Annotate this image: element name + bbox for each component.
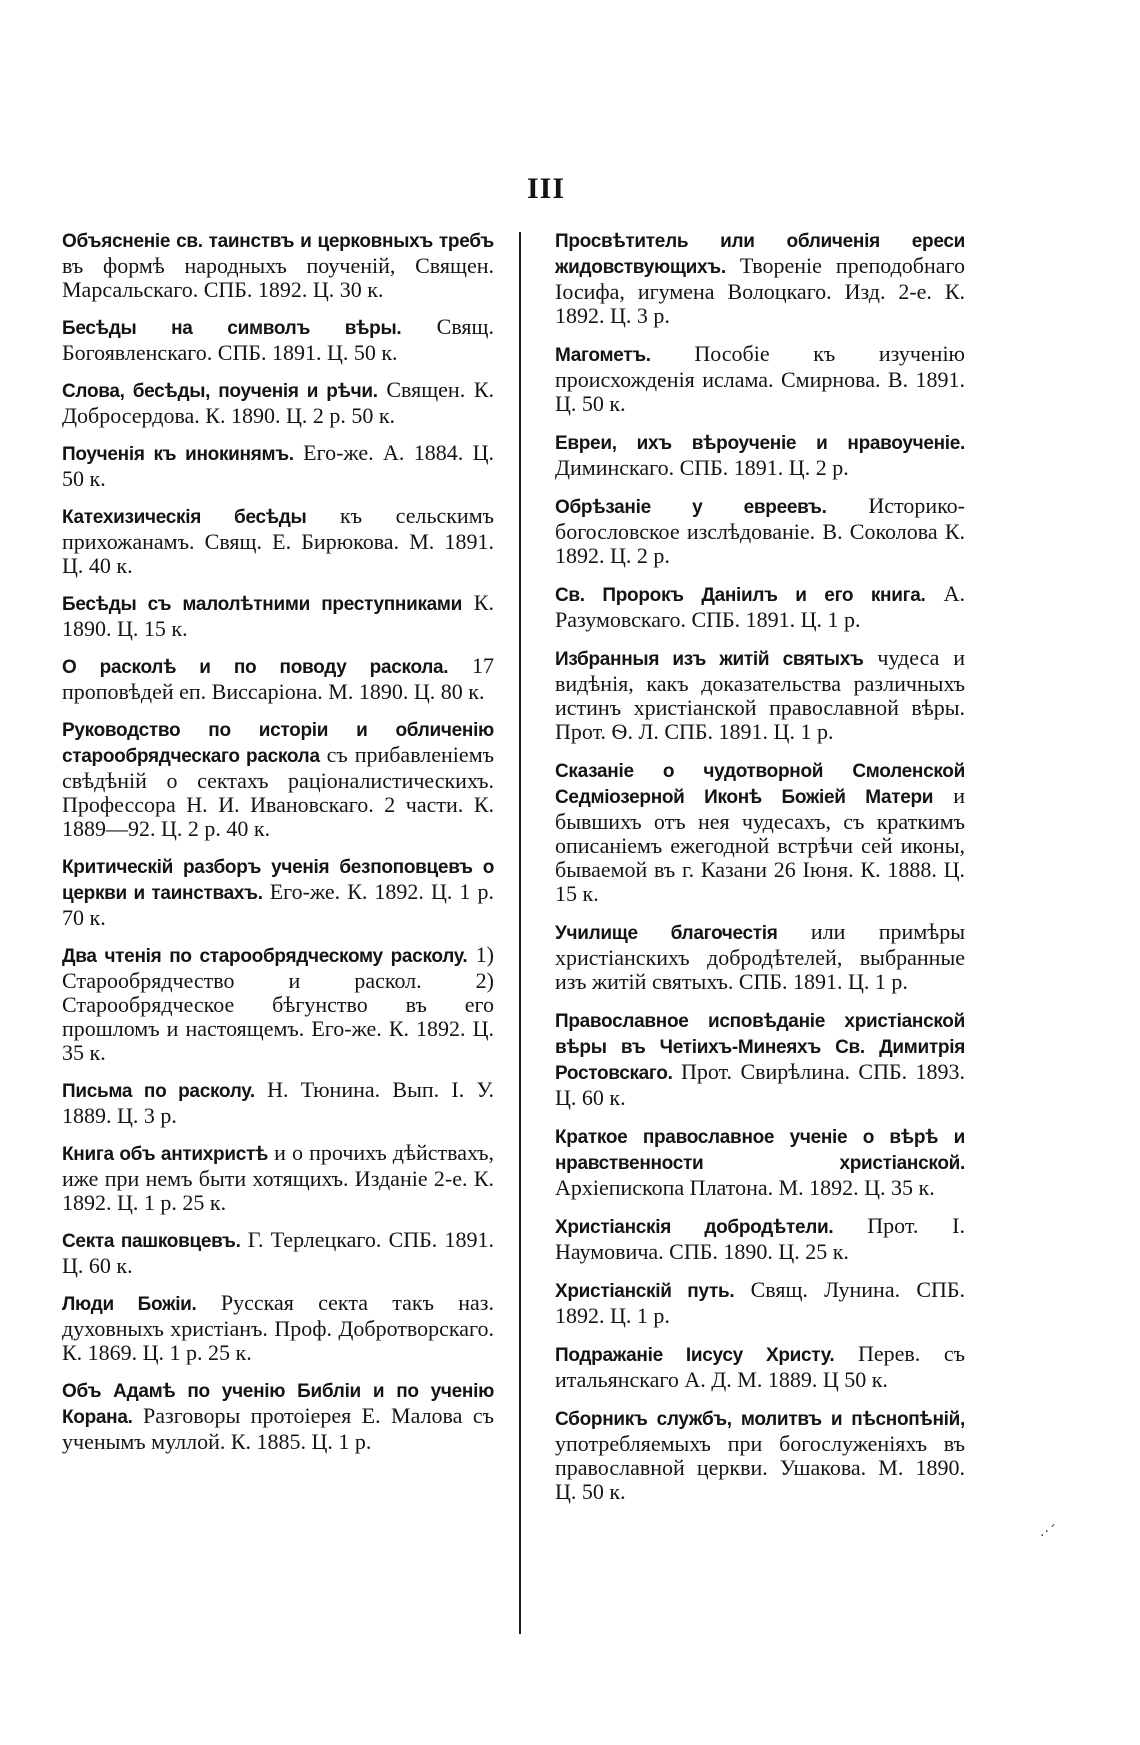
entry-text: Свящ. Богоявленскаго. СПБ. 1891. Ц. 50 к. — [62, 314, 494, 365]
entry-title: Секта пашковцевъ. — [62, 1231, 241, 1252]
catalog-entry — [555, 430, 965, 480]
catalog-entry — [62, 1228, 494, 1278]
catalog-entry — [62, 717, 494, 841]
entry-title: Избранныя изъ житій святыхъ — [555, 649, 864, 670]
entry-title: Объ Адамѣ по ученію Библіи и по ученію Корана. — [62, 1381, 494, 1428]
entry-text: къ сельскимъ прихожанамъ. Свящ. Е. Бирюкова. М. 1891. Ц. 40 к. — [62, 503, 494, 578]
entry-text: и о прочихъ дѣйствахъ, иже при немъ быти хотящихъ. Изданіе 2-е. К. 1892. Ц. 1 р. 25 к. — [62, 1140, 494, 1215]
catalog-entry — [62, 1378, 494, 1454]
entry-text: Русская секта такъ наз. духовныхъ христіанъ. Проф. Добротворскаго. К. 1869. Ц. 1 р. 25 к. — [62, 1290, 494, 1365]
entry-text: и бывшихъ отъ нея чудесахъ, съ краткимъ описаніемъ ежегодной встрѣчи сей иконы, бываемой въ г. Казани 26 Іюня. К. 1888. Ц. 15 к. — [555, 783, 966, 906]
entry-text: или примѣры христіанскихъ добродѣтелей, выбранные изъ житій святыхъ. СПБ. 1891. Ц. 1 р. — [555, 919, 965, 994]
catalog-entry — [62, 504, 494, 578]
entry-text: Его-же. А. 1884. Ц. 50 к. — [62, 440, 494, 491]
catalog-entry — [555, 758, 965, 906]
entry-title: Подражаніе Іисусу Христу. — [555, 1345, 835, 1366]
catalog-entry — [555, 1214, 965, 1264]
entry-text: Свящ. Лунина. СПБ. 1892. Ц. 1 р. — [555, 1277, 966, 1328]
entry-title: Поученія къ инокинямъ. — [62, 444, 294, 465]
catalog-entry — [62, 1141, 494, 1215]
catalog-entry — [555, 1342, 965, 1392]
catalog-entry — [62, 654, 494, 704]
entry-title: Евреи, ихъ вѣроученіе и нравоученіе. — [555, 433, 965, 454]
entry-title: Магометъ. — [555, 345, 651, 366]
catalog-entry — [555, 494, 965, 568]
column-divider — [519, 232, 521, 1634]
catalog-entry — [555, 1008, 965, 1110]
entry-title: Обрѣзаніе у евреевъ. — [555, 497, 827, 518]
entry-text: 1) Старообрядчество и раскол. 2) Старообрядческое бѣгунство въ его прошломъ и настоящемъ. Его-же. К. 1892. Ц. 35 к. — [62, 942, 495, 1065]
catalog-entry — [62, 854, 494, 930]
catalog-entry — [62, 1291, 494, 1365]
entry-title: Письма по расколу. — [62, 1081, 255, 1102]
catalog-entry — [555, 920, 965, 994]
catalog-entry — [555, 1124, 965, 1200]
entry-text: Разговоры протоіерея Е. Малова съ ученымъ муллой. К. 1885. Ц. 1 р. — [62, 1403, 494, 1454]
entry-title: Сказаніе о чудотворной Смоленской Седміозерной Иконѣ Божіей Матери — [555, 761, 965, 808]
entry-text: Пособіе къ изученію происхожденія ислама. Смирнова. В. 1891. Ц. 50 к. — [555, 341, 965, 416]
entry-text: 17 проповѣдей еп. Виссаріона. М. 1890. Ц. 80 к. — [62, 653, 495, 704]
catalog-entry — [62, 228, 494, 302]
entry-text: Диминскаго. СПБ. 1891. Ц. 2 р. — [555, 455, 849, 480]
entry-text: Перев. съ итальянскаго А. Д. М. 1889. Ц 50 к. — [555, 1341, 965, 1392]
entry-title: Два чтенія по старообрядческому расколу. — [62, 946, 468, 967]
catalog-entry — [62, 378, 494, 428]
entry-title: О расколѣ и по поводу раскола. — [62, 657, 449, 678]
entry-text: употребляемыхъ при богослуженіяхъ въ православной церкви. Ушакова. М. 1890. Ц. 50 к. — [555, 1431, 965, 1504]
entry-title: Просвѣтитель или обличенія ереси жидовствующихъ. — [555, 231, 965, 278]
catalog-entry — [555, 342, 965, 416]
entry-title: Объясненіе св. таинствъ и церковныхъ требъ — [62, 231, 494, 252]
catalog-entry — [555, 646, 965, 744]
entry-title: Руководство по исторіи и обличенію старообрядческаго раскола — [62, 720, 494, 767]
entry-title: Книга объ антихристѣ — [62, 1144, 269, 1165]
entry-text: А. Разумовскаго. СПБ. 1891. Ц. 1 р. — [555, 581, 965, 632]
catalog-entry — [555, 582, 965, 632]
entry-title: Слова, бесѣды, поученія и рѣчи. — [62, 381, 378, 402]
entry-text: Священ. К. Добросердова. К. 1890. Ц. 2 р. 50 к. — [62, 377, 494, 428]
entry-title: Сборникъ службъ, молитвъ и пѣснопѣній, — [555, 1409, 965, 1430]
entry-text: чудеса и видѣнія, какъ доказательства различныхъ истинъ христіанской православной вѣры. Прот. Ѳ. Л. СПБ. 1891. Ц. 1 р. — [555, 645, 965, 744]
entry-title: Православное исповѣданіе христіанской вѣры въ Четіихъ-Минеяхъ Св. Димитрія Ростовскаго. — [555, 1011, 965, 1084]
entry-text: К. 1890. Ц. 15 к. — [62, 590, 494, 641]
entry-title: Критическій разборъ ученія безпоповцевъ о церкви и таинствахъ. — [62, 857, 494, 904]
entry-title: Катехизическія бесѣды — [62, 507, 307, 528]
catalog-entry — [62, 943, 494, 1065]
entry-title: Краткое православное ученіе о вѣрѣ и нравственности христіанской. — [555, 1127, 965, 1174]
entry-title: Бесѣды съ малолѣтними преступниками — [62, 594, 463, 615]
entry-title: Люди Божіи. — [62, 1294, 197, 1315]
entry-title: Христіанскій путь. — [555, 1281, 735, 1302]
entry-text: въ формѣ народныхъ поученій, Священ. Марсальскаго. СПБ. 1892. Ц. 30 к. — [62, 253, 494, 302]
catalog-entry — [555, 1278, 965, 1328]
entry-text: Прот. І. Наумовича. СПБ. 1890. Ц. 25 к. — [555, 1213, 965, 1264]
catalog-entry — [555, 1406, 965, 1504]
scan-speck-icon: .·´ — [1040, 1524, 1056, 1540]
entry-title: Бесѣды на символъ вѣры. — [62, 318, 402, 339]
entry-text: Историко-богословское изслѣдованіе. В. Соколова К. 1892. Ц. 2 р. — [555, 493, 965, 568]
page-number: III — [526, 172, 566, 205]
catalog-entry — [62, 591, 494, 641]
entry-text: Твореніе преподобнаго Іосифа, игумена Волоцкаго. Изд. 2-е. К. 1892. Ц. 3 р. — [555, 253, 965, 328]
entry-title: Училище благочестія — [555, 923, 778, 944]
entry-title: Св. Пророкъ Даніилъ и его книга. — [555, 585, 926, 606]
entry-text: Архіепископа Платона. М. 1892. Ц. 35 к. — [555, 1175, 935, 1200]
catalog-entry — [62, 1078, 494, 1128]
entry-title: Христіанскія добродѣтели. — [555, 1217, 834, 1238]
left-column — [62, 228, 494, 1467]
right-column — [555, 228, 965, 1518]
entry-text: Прот. Свирѣлина. СПБ. 1893. Ц. 60 к. — [555, 1059, 965, 1110]
catalog-entry — [555, 228, 965, 328]
catalog-entry — [62, 441, 494, 491]
entry-text: Его-же. К. 1892. Ц. 1 р. 70 к. — [62, 879, 494, 930]
catalog-entry — [62, 315, 494, 365]
entry-text: Г. Терлецкаго. СПБ. 1891. Ц. 60 к. — [62, 1227, 494, 1278]
entry-text: Н. Тюнина. Вып. I. У. 1889. Ц. 3 р. — [62, 1077, 494, 1128]
entry-text: съ прибавленіемъ свѣдѣній о сектахъ раціоналистическихъ. Профессора Н. И. Ивановскаго. 2 части. К. 1889—92. Ц. 2 р. 40 к. — [62, 742, 494, 841]
